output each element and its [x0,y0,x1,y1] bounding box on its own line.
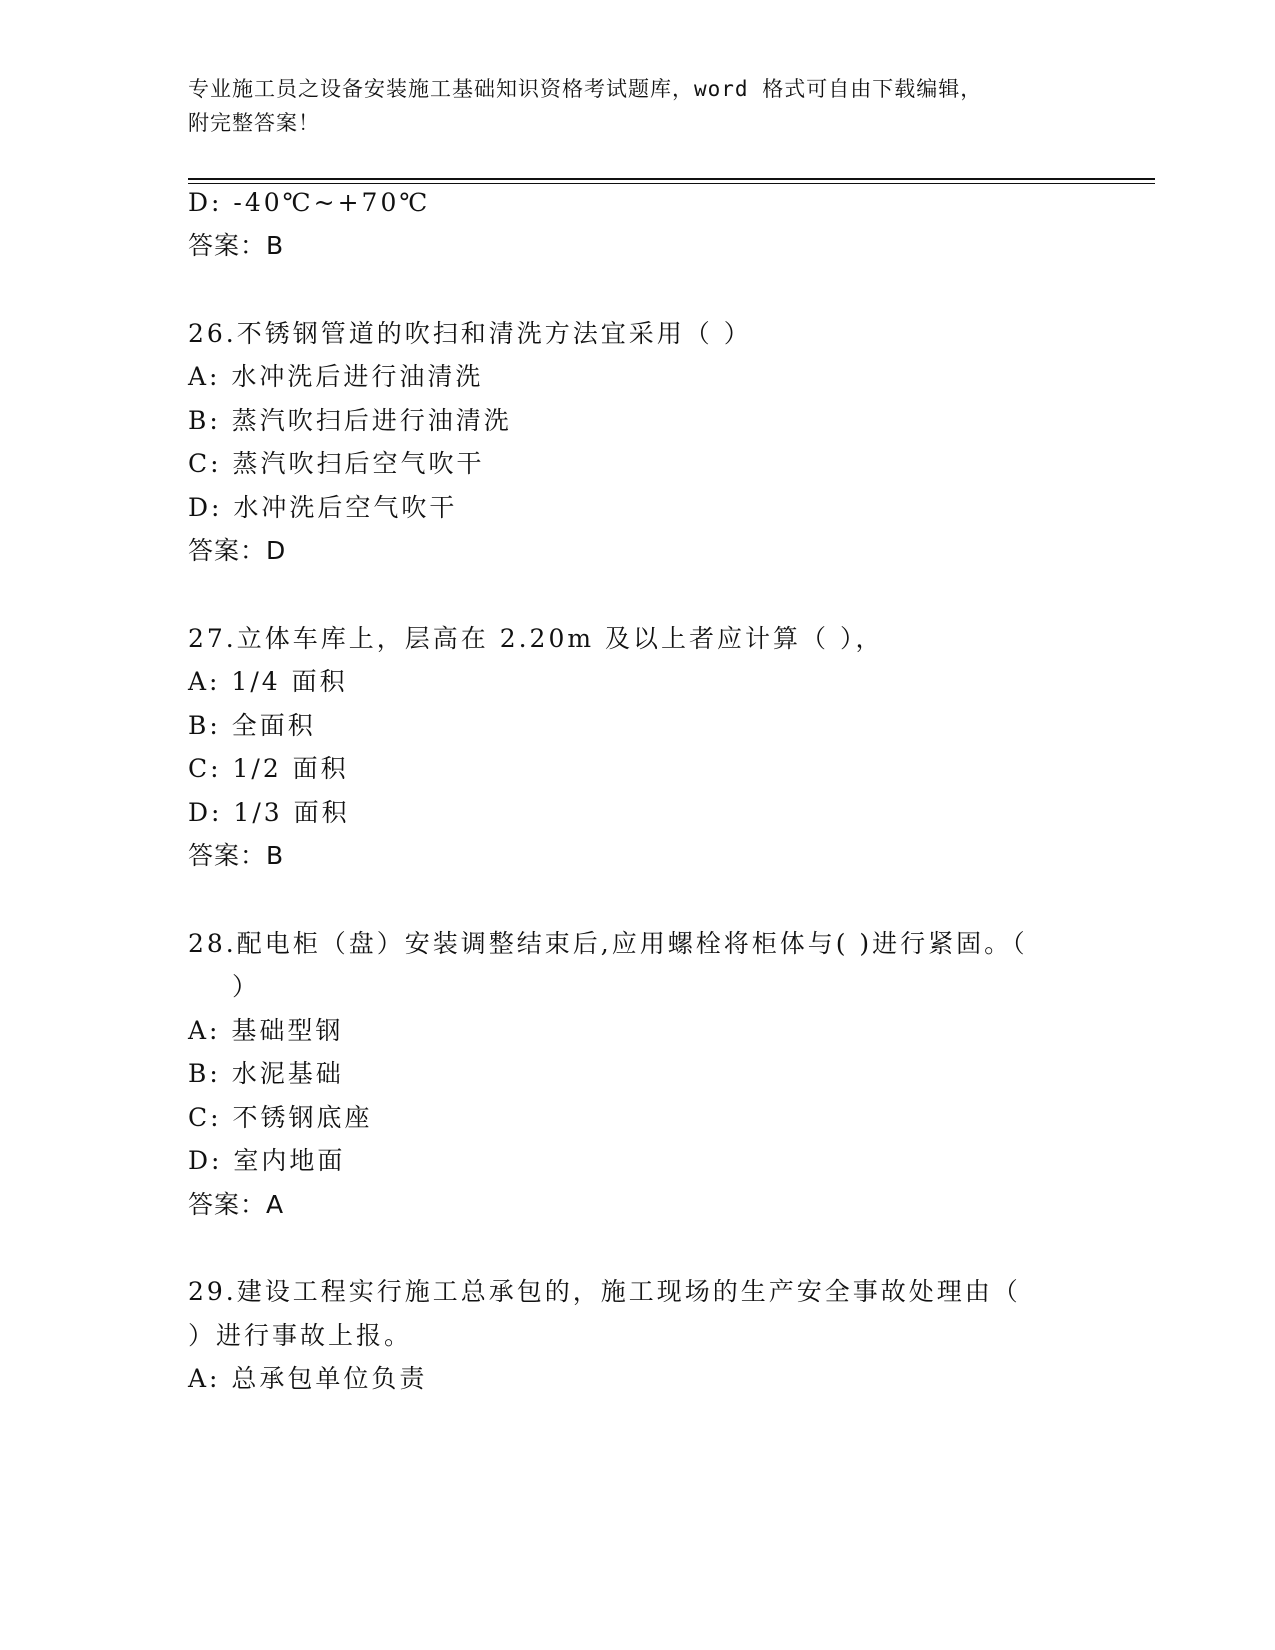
option-c: C: 1/2 面积 [188,754,349,783]
option-d: D: 水冲洗后空气吹干 [188,493,458,522]
question-28-continued: ） [232,972,261,1001]
option-b: B: 蒸汽吹扫后进行油清洗 [188,406,512,435]
option-d: D: -40℃~+70℃ [188,188,431,217]
option-a: A: 1/4 面积 [188,667,348,696]
option-b: B: 全面积 [188,711,316,740]
question-28: 28.配电柜（盘）安装调整结束后,应用螺栓将柜体与( )进行紧固。（ [188,929,1028,958]
option-a: A: 基础型钢 [188,1016,344,1045]
page-header [188,72,1088,140]
question-29: 29.建设工程实行施工总承包的，施工现场的生产安全事故处理由（ [188,1277,1021,1306]
question-29-continued: ）进行事故上报。 [188,1321,413,1350]
option-d: D: 1/3 面积 [188,798,350,827]
question-27: 27.立体车库上，层高在 2.20m 及以上者应计算（ ）， [188,624,884,653]
header-line-1: 专业施工员之设备安装施工基础知识资格考试题库，word 格式可自由下载编辑， [188,77,983,101]
option-d: D: 室内地面 [188,1146,346,1175]
answer: 答案：B [188,231,285,260]
option-a: A: 水冲洗后进行油清洗 [188,362,484,391]
option-a: A: 总承包单位负责 [188,1364,428,1393]
option-b: B: 水泥基础 [188,1059,344,1088]
answer: 答案：B [188,841,285,870]
answer: 答案：A [188,1190,285,1219]
header-line-2: 附完整答案！ [188,111,320,135]
option-c: C: 不锈钢底座 [188,1103,373,1132]
header-divider-thin [188,183,1155,184]
header-divider [188,178,1155,180]
question-26: 26.不锈钢管道的吹扫和清洗方法宜采用（ ） [188,319,752,348]
option-c: C: 蒸汽吹扫后空气吹干 [188,449,485,478]
answer: 答案：D [188,536,287,565]
